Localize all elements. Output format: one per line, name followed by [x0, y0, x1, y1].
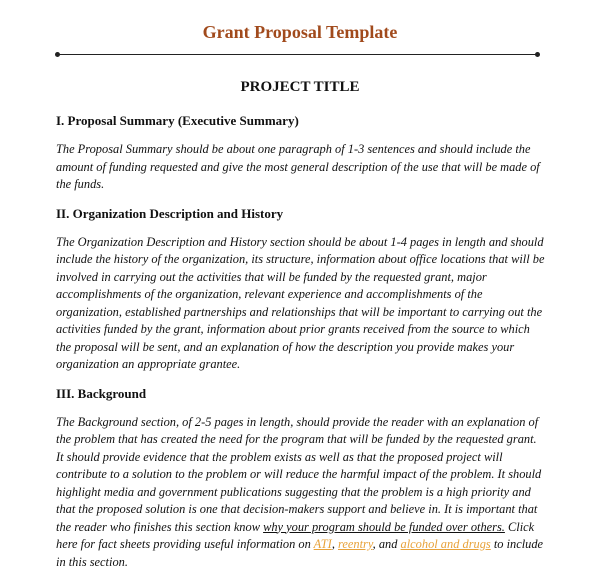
document-content: [56, 113, 546, 571]
section-body-organization: The Organization Description and History section should be about 1-4 pages in length and should include the history of the organization, its structure, information about office locations that will be involved in carrying out the activities that will be funded by the requested grant, major accomplishments of the organization, relevant experience and accomplishments of the organization, established partnerships and relationships that will be important to carrying out the activities funded by the grant, information about prior grants received from the source to which the proposal will be sent, and an explanation of how the description you provide makes your organization an appropriate grantee.: [56, 234, 545, 371]
section-heading-proposal-summary: I. Proposal Summary (Executive Summary): [56, 113, 299, 128]
divider-left-dot: [55, 52, 60, 57]
link-ati[interactable]: ATI: [313, 537, 332, 551]
project-title: PROJECT TITLE: [240, 79, 360, 95]
document-title: Grant Proposal Template: [202, 22, 398, 42]
background-text-part1: The Background section, of 2-5 pages in length, should provide the reader with an explanation of the problem that has created the need for the program that will be funded by the requested grant. It should provide evidence that the problem exists as well as that the proposed project will contribute to a solution to the problem or will reduce the harmful impact of the problem. It should highlight media and government publications suggesting that the problem is a high priority and that the proposed solution is one that decision-makers support and believe in. It is important that the reader who finishes this section know: [56, 414, 542, 534]
link-alcohol-and-drugs[interactable]: alcohol and drugs: [400, 537, 491, 551]
background-text-part3: to include in this section.: [56, 537, 544, 569]
divider-right-dot: [535, 52, 540, 57]
section-body-proposal-summary: The Proposal Summary should be about one paragraph of 1-3 sentences and should include the amount of funding requested and give the most general description of the use that will be made of the funds.: [56, 142, 540, 191]
section-body-background: [56, 414, 546, 572]
background-separator-2: , and: [372, 537, 401, 551]
section-heading-organization: II. Organization Description and History: [56, 205, 284, 221]
background-underlined-text: why your program should be funded over others.: [263, 519, 505, 534]
background-text-part2: Click here for fact sheets providing useful information on: [56, 519, 535, 551]
title-divider: [57, 54, 538, 55]
background-separator-1: ,: [331, 537, 339, 551]
section-heading-background: III. Background: [56, 385, 147, 401]
link-reentry[interactable]: reentry: [338, 537, 373, 551]
